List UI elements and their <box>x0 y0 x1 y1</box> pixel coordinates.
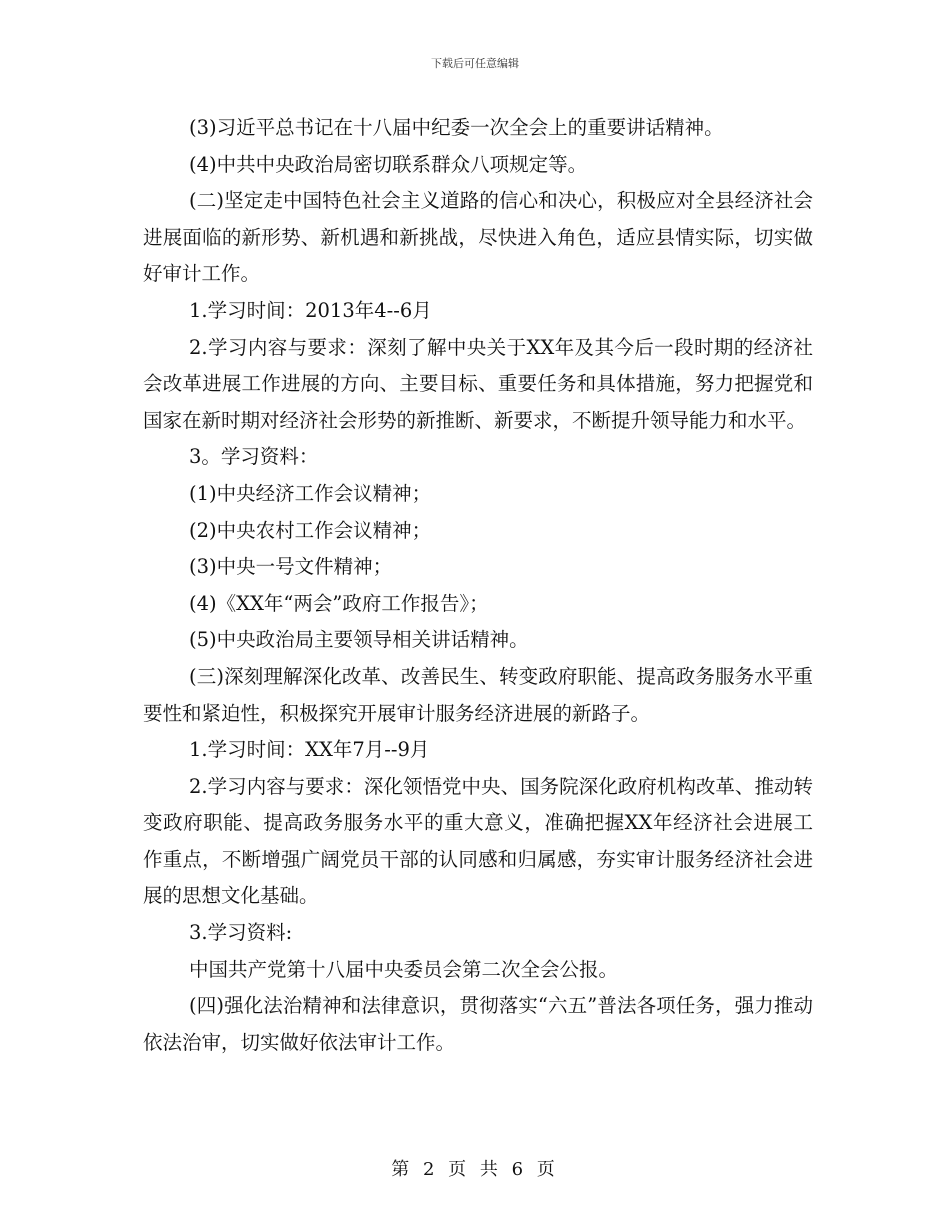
paragraph: 中国共产党第十八届中央委员会第二次全会公报。 <box>189 957 619 981</box>
paragraph: 2.学习内容与要求：深刻了解中央关于XX年及其今后一段时期的经济社会改革进展工作进展的方向、主要目标、重要任务和具体措施，努力把握党和国家在新时期对经济社会形势的新推断、新要求，不断提升领导能力和水平。 <box>143 335 813 432</box>
paragraph: (3)习近平总书记在十八届中纪委一次全会上的重要讲话精神。 <box>189 116 724 139</box>
list-item: (4)《XX年“两会”政府工作报告》； <box>189 591 489 615</box>
paragraph: 3.学习资料: <box>189 921 293 945</box>
list-item: (1)中央经济工作会议精神； <box>189 481 432 505</box>
paragraph: 1.学习时间：XX年7月--9月 <box>189 738 430 762</box>
list-item: (5)中央政治局主要领导相关讲话精神。 <box>189 628 529 652</box>
paragraph: 1.学习时间：2013年4--6月 <box>189 298 432 322</box>
list-item: (3)中央一号文件精神； <box>189 555 393 579</box>
document-body <box>143 110 813 1061</box>
page-number: 第 2 页 共 6 页 <box>391 1159 559 1180</box>
list-item: (2)中央农村工作会议精神； <box>189 518 432 542</box>
paragraph: (4)中共中央政治局密切联系群众八项规定等。 <box>189 152 588 176</box>
paragraph: 2.学习内容与要求：深化领悟党中央、国务院深化政府机构改革、推动转变政府职能、提高政务服务水平的重大意义，准确把握XX年经济社会进展工作重点，不断增强广阔党员干部的认同感和归属感，夯实审计服务经济社会进展的思想文化基础。 <box>143 774 813 908</box>
section-heading: (四)强化法治精神和法律意识，贯彻落实“六五”普法各项任务，强力推动依法治审，切实做好依法审计工作。 <box>143 994 813 1054</box>
paragraph: 3。学习资料： <box>189 445 319 469</box>
page-header: 下载后可任意编辑 <box>431 57 519 70</box>
section-heading: (三)深刻理解深化改革、改善民生、转变政府职能、提高政务服务水平重要性和紧迫性，积极探究开展审计服务经济进展的新路子。 <box>143 664 813 725</box>
section-heading: (二)坚定走中国特色社会主义道路的信心和决心，积极应对全县经济社会进展面临的新形势、新机遇和新挑战，尽快进入角色，适应县情实际，切实做好审计工作。 <box>143 189 813 286</box>
